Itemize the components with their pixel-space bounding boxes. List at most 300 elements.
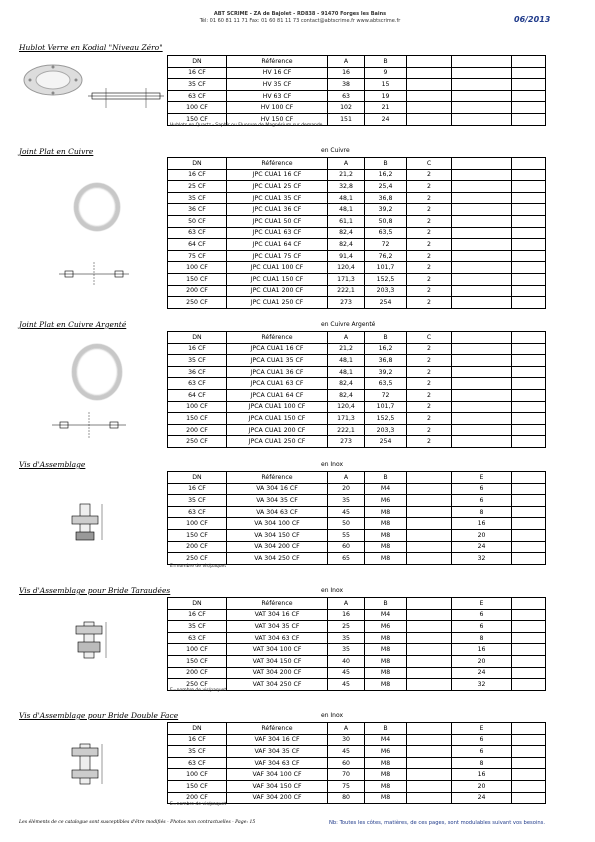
table-cell: JPC CUA1 36 CF — [227, 204, 328, 216]
table-cell — [452, 67, 512, 79]
table-cell: 72 — [365, 239, 407, 251]
table-cell: VAT 304 35 CF — [227, 621, 328, 633]
table-cell — [452, 113, 512, 125]
table-cell: 250 CF — [168, 679, 227, 691]
table-cell: 200 CF — [168, 541, 227, 553]
table-cell: JPCA CUA1 35 CF — [227, 355, 328, 367]
table-cell — [452, 215, 512, 227]
table-cell — [452, 79, 512, 91]
table-cell: 16 — [328, 609, 365, 621]
table-cell: 63,5 — [365, 378, 407, 390]
table-cell: JPC CUA1 200 CF — [227, 285, 328, 297]
table-cell — [407, 102, 452, 114]
table-cell — [512, 378, 546, 390]
column-header: E — [452, 472, 512, 484]
table-cell — [512, 621, 546, 633]
table-cell: 35 CF — [168, 79, 227, 91]
table-cell — [512, 297, 546, 309]
column-header — [512, 56, 546, 68]
table-cell: 2 — [407, 297, 452, 309]
table-row — [168, 609, 546, 621]
table-cell — [512, 355, 546, 367]
table-cell — [407, 679, 452, 691]
table-cell: 25,4 — [365, 181, 407, 193]
column-header: B — [365, 158, 407, 170]
table-cell — [512, 285, 546, 297]
table-cell: 60 — [328, 757, 365, 769]
table-cell — [512, 655, 546, 667]
table-cell: 24 — [452, 541, 512, 553]
table-cell: 63 CF — [168, 632, 227, 644]
table-cell: 76,2 — [365, 250, 407, 262]
material-vis-double-face: en Inox — [321, 712, 344, 719]
table-cell: 2 — [407, 227, 452, 239]
table-cell: 2 — [407, 355, 452, 367]
table-cell: 152,5 — [365, 413, 407, 425]
table-cell: 35 CF — [168, 192, 227, 204]
table-cell: 39,2 — [365, 204, 407, 216]
table-row — [168, 553, 546, 565]
column-header: DN — [168, 472, 227, 484]
table-cell: 254 — [365, 436, 407, 448]
table-cell: 250 CF — [168, 436, 227, 448]
table-cell: 16 CF — [168, 483, 227, 495]
table-cell: 21,2 — [328, 169, 365, 181]
footer-note: Nb: Toutes les côtes, matières, de ces pages, sont modulables suivant vos besoins. — [329, 820, 545, 826]
table-cell: 222,1 — [328, 285, 365, 297]
table-cell: M8 — [365, 757, 407, 769]
table-cell — [452, 343, 512, 355]
table-cell — [407, 746, 452, 758]
table-cell: HV 63 CF — [227, 90, 328, 102]
table-row — [168, 436, 546, 448]
table-cell: VAF 304 100 CF — [227, 769, 328, 781]
table-cell — [452, 355, 512, 367]
table-cell: 200 CF — [168, 667, 227, 679]
column-header: A — [328, 598, 365, 610]
table-cell: 2 — [407, 239, 452, 251]
table-cell: 36 CF — [168, 366, 227, 378]
table-header-row — [168, 56, 546, 68]
table-cell — [512, 506, 546, 518]
table-cell: 50 CF — [168, 215, 227, 227]
company-address: ABT SCRIME - ZA de Bajolet - RD838 - 91470 Forges les Bains — [213, 11, 387, 17]
section-title-joint-argente: Joint Plat en Cuivre Argenté — [19, 320, 127, 329]
gasket-drawing — [55, 260, 133, 288]
table-cell: VA 304 100 CF — [227, 518, 328, 530]
table-cell: 2 — [407, 192, 452, 204]
table-header-row — [168, 598, 546, 610]
table-cell: JPC CUA1 25 CF — [227, 181, 328, 193]
table-cell: 63 — [328, 90, 365, 102]
material-joint-argente: en Cuivre Argenté — [321, 321, 376, 328]
table-row — [168, 632, 546, 644]
table-cell — [512, 239, 546, 251]
table-cell — [512, 746, 546, 758]
table-cell: 6 — [452, 483, 512, 495]
table-cell: 2 — [407, 413, 452, 425]
joint-argente-table — [167, 331, 546, 448]
column-header — [452, 56, 512, 68]
table-cell: 63 CF — [168, 90, 227, 102]
table-cell — [512, 181, 546, 193]
table-cell: 75 — [328, 780, 365, 792]
hublot-note: Hublots en Quartz - Saphir ou Fluorure de Magnésium sur demande — [170, 123, 323, 128]
table-cell: 35 CF — [168, 495, 227, 507]
table-cell: 35 CF — [168, 355, 227, 367]
table-cell: 91,4 — [328, 250, 365, 262]
table-cell — [452, 169, 512, 181]
table-cell: JPCA CUA1 150 CF — [227, 413, 328, 425]
column-header: B — [365, 332, 407, 344]
table-row — [168, 297, 546, 309]
table-cell: 200 CF — [168, 424, 227, 436]
table-cell: 63,5 — [365, 227, 407, 239]
table-cell — [512, 780, 546, 792]
table-cell: JPC CUA1 50 CF — [227, 215, 328, 227]
table-row — [168, 621, 546, 633]
table-cell — [407, 632, 452, 644]
table-row — [168, 262, 546, 274]
table-cell: M8 — [365, 541, 407, 553]
table-cell: 45 — [328, 679, 365, 691]
table-cell: 6 — [452, 746, 512, 758]
table-cell — [512, 169, 546, 181]
column-header: A — [328, 158, 365, 170]
table-header-row — [168, 723, 546, 735]
table-cell — [407, 769, 452, 781]
table-cell: 100 CF — [168, 102, 227, 114]
vis-taraudees-note: E=nombre de vis/paquet — [170, 688, 227, 693]
table-cell: 101,7 — [365, 401, 407, 413]
column-header: C — [407, 158, 452, 170]
table-cell: M8 — [365, 632, 407, 644]
table-cell — [512, 436, 546, 448]
table-cell — [512, 192, 546, 204]
table-cell: 100 CF — [168, 401, 227, 413]
table-cell — [512, 273, 546, 285]
table-cell: 80 — [328, 792, 365, 804]
table-cell: 63 CF — [168, 378, 227, 390]
table-cell — [512, 215, 546, 227]
section-title-vis: Vis d'Assemblage — [19, 460, 86, 469]
table-row — [168, 79, 546, 91]
table-cell: JPC CUA1 35 CF — [227, 192, 328, 204]
table-cell: 200 CF — [168, 792, 227, 804]
table-row — [168, 746, 546, 758]
table-cell: 63 CF — [168, 227, 227, 239]
table-cell: VAF 304 63 CF — [227, 757, 328, 769]
table-cell: 36 CF — [168, 204, 227, 216]
table-row — [168, 518, 546, 530]
table-cell — [407, 655, 452, 667]
section-title-vis-double-face: Vis d'Assemblage pour Bride Double Face — [19, 711, 179, 720]
table-cell: 70 — [328, 769, 365, 781]
table-cell — [407, 529, 452, 541]
table-cell: 16 CF — [168, 734, 227, 746]
table-cell: 150 CF — [168, 413, 227, 425]
table-cell — [512, 113, 546, 125]
table-cell: 24 — [452, 667, 512, 679]
table-row — [168, 355, 546, 367]
table-cell: VAT 304 150 CF — [227, 655, 328, 667]
table-cell — [407, 609, 452, 621]
table-cell: 16 CF — [168, 343, 227, 355]
table-cell: JPC CUA1 64 CF — [227, 239, 328, 251]
table-cell: 35 CF — [168, 621, 227, 633]
table-cell: VAT 304 250 CF — [227, 679, 328, 691]
table-cell: 101,7 — [365, 262, 407, 274]
table-cell: VAT 304 63 CF — [227, 632, 328, 644]
table-cell — [512, 90, 546, 102]
table-cell: 38 — [328, 79, 365, 91]
table-cell — [407, 644, 452, 656]
material-joint-cuivre: en Cuivre — [321, 147, 350, 154]
table-cell: 6 — [452, 621, 512, 633]
table-cell: 50,8 — [365, 215, 407, 227]
table-cell: 9 — [365, 67, 407, 79]
table-cell: VA 304 250 CF — [227, 553, 328, 565]
table-cell: 2 — [407, 181, 452, 193]
column-header: E — [452, 598, 512, 610]
table-cell: JPCA CUA1 64 CF — [227, 389, 328, 401]
table-cell: JPCA CUA1 63 CF — [227, 378, 328, 390]
table-cell: 120,4 — [328, 401, 365, 413]
column-header: A — [328, 723, 365, 735]
table-cell: JPC CUA1 75 CF — [227, 250, 328, 262]
table-cell — [452, 273, 512, 285]
table-cell: 2 — [407, 273, 452, 285]
table-cell: 2 — [407, 436, 452, 448]
table-row — [168, 483, 546, 495]
table-cell — [407, 780, 452, 792]
table-cell: 2 — [407, 424, 452, 436]
table-cell: 82,4 — [328, 378, 365, 390]
table-cell: JPC CUA1 63 CF — [227, 227, 328, 239]
table-cell — [452, 204, 512, 216]
column-header — [512, 723, 546, 735]
table-cell: VAF 304 150 CF — [227, 780, 328, 792]
table-cell: VAT 304 200 CF — [227, 667, 328, 679]
column-header: B — [365, 56, 407, 68]
table-cell: 16 — [452, 769, 512, 781]
silver-gasket-drawing — [48, 410, 130, 440]
table-cell: 20 — [452, 655, 512, 667]
table-row — [168, 90, 546, 102]
table-cell: M8 — [365, 667, 407, 679]
table-cell — [452, 389, 512, 401]
table-cell: VAT 304 100 CF — [227, 644, 328, 656]
table-cell: 2 — [407, 250, 452, 262]
table-cell: JPC CUA1 250 CF — [227, 297, 328, 309]
table-cell — [512, 518, 546, 530]
table-cell: 273 — [328, 436, 365, 448]
table-cell: 65 — [328, 553, 365, 565]
table-cell: 48,1 — [328, 355, 365, 367]
hublot-photo — [22, 58, 84, 102]
table-cell — [452, 181, 512, 193]
table-cell — [512, 343, 546, 355]
table-cell — [512, 679, 546, 691]
table-cell: 171,3 — [328, 413, 365, 425]
table-cell — [452, 378, 512, 390]
table-cell — [452, 239, 512, 251]
table-cell: 30 — [328, 734, 365, 746]
column-header: Référence — [227, 332, 328, 344]
table-cell: 20 — [328, 483, 365, 495]
bolt-drawing — [62, 500, 122, 546]
table-cell: M8 — [365, 679, 407, 691]
table-cell: 2 — [407, 285, 452, 297]
table-cell: M8 — [365, 506, 407, 518]
table-cell: 45 — [328, 506, 365, 518]
table-cell: M8 — [365, 769, 407, 781]
table-cell — [512, 401, 546, 413]
table-cell — [512, 250, 546, 262]
table-cell: VA 304 200 CF — [227, 541, 328, 553]
table-row — [168, 757, 546, 769]
table-cell: 150 CF — [168, 655, 227, 667]
vis-taraudees-table — [167, 597, 546, 691]
table-cell: JPCA CUA1 200 CF — [227, 424, 328, 436]
table-row — [168, 250, 546, 262]
table-cell — [452, 401, 512, 413]
column-header: DN — [168, 723, 227, 735]
column-header — [407, 472, 452, 484]
table-cell: 45 — [328, 746, 365, 758]
table-row — [168, 227, 546, 239]
table-cell: JPC CUA1 100 CF — [227, 262, 328, 274]
table-cell — [512, 769, 546, 781]
table-cell — [512, 67, 546, 79]
column-header: Référence — [227, 56, 328, 68]
table-cell: 100 CF — [168, 518, 227, 530]
table-cell: 61,1 — [328, 215, 365, 227]
table-cell: 24 — [365, 113, 407, 125]
table-cell — [512, 529, 546, 541]
table-row — [168, 644, 546, 656]
table-cell: 20 — [452, 529, 512, 541]
table-cell: JPC CUA1 16 CF — [227, 169, 328, 181]
table-cell: 250 CF — [168, 297, 227, 309]
table-cell — [512, 541, 546, 553]
joint-cuivre-table — [167, 157, 546, 309]
table-cell: 32 — [452, 553, 512, 565]
table-cell: HV 150 CF — [227, 113, 328, 125]
table-cell: M6 — [365, 495, 407, 507]
table-row — [168, 192, 546, 204]
table-cell: 63 CF — [168, 506, 227, 518]
table-cell: 36,8 — [365, 355, 407, 367]
column-header — [512, 472, 546, 484]
table-cell: 150 CF — [168, 273, 227, 285]
column-header: DN — [168, 56, 227, 68]
page-header — [150, 11, 450, 25]
table-cell: M8 — [365, 518, 407, 530]
table-row — [168, 401, 546, 413]
column-header — [512, 332, 546, 344]
table-cell: 2 — [407, 343, 452, 355]
vis-note: E=nombre de vis/paquet — [170, 564, 227, 569]
catalog-date: 06/2013 — [514, 15, 551, 24]
table-cell — [512, 632, 546, 644]
table-cell — [452, 192, 512, 204]
table-cell: 16 — [328, 67, 365, 79]
table-cell: 82,4 — [328, 389, 365, 401]
table-row — [168, 343, 546, 355]
table-row — [168, 181, 546, 193]
table-cell: M8 — [365, 529, 407, 541]
table-cell — [512, 553, 546, 565]
silver-gasket-photo — [72, 344, 122, 400]
table-cell — [512, 262, 546, 274]
table-cell — [512, 757, 546, 769]
table-header-row — [168, 158, 546, 170]
table-cell: 40 — [328, 655, 365, 667]
table-row — [168, 204, 546, 216]
table-cell: 16 — [452, 644, 512, 656]
table-cell — [452, 285, 512, 297]
table-cell — [407, 90, 452, 102]
table-cell: 250 CF — [168, 553, 227, 565]
column-header: DN — [168, 598, 227, 610]
table-cell: 20 — [452, 780, 512, 792]
table-cell: 63 CF — [168, 757, 227, 769]
table-cell: 2 — [407, 204, 452, 216]
table-cell — [407, 792, 452, 804]
table-cell: 35 — [328, 632, 365, 644]
table-cell: 16,2 — [365, 169, 407, 181]
table-cell: M4 — [365, 609, 407, 621]
table-cell: 100 CF — [168, 644, 227, 656]
table-cell: HV 100 CF — [227, 102, 328, 114]
table-row — [168, 541, 546, 553]
company-contact: Tél: 01 60 81 11 71 Fax: 01 60 81 11 73 contact@abtscrime.fr www.abtscrime.fr — [199, 18, 401, 24]
table-cell: 2 — [407, 169, 452, 181]
column-header: B — [365, 598, 407, 610]
table-cell — [512, 609, 546, 621]
table-cell: 45 — [328, 667, 365, 679]
column-header: C — [407, 332, 452, 344]
table-cell: 2 — [407, 389, 452, 401]
table-cell: 48,1 — [328, 192, 365, 204]
column-header: B — [365, 723, 407, 735]
table-row — [168, 424, 546, 436]
table-cell: VAF 304 16 CF — [227, 734, 328, 746]
vis-double-face-table — [167, 722, 546, 804]
table-cell — [512, 366, 546, 378]
table-cell — [407, 518, 452, 530]
table-cell — [512, 102, 546, 114]
table-cell: 21 — [365, 102, 407, 114]
table-cell: 24 — [452, 792, 512, 804]
table-cell — [407, 483, 452, 495]
table-cell: 35 CF — [168, 746, 227, 758]
table-cell: 35 — [328, 644, 365, 656]
table-cell: 222,1 — [328, 424, 365, 436]
table-row — [168, 769, 546, 781]
table-cell — [407, 621, 452, 633]
column-header: Référence — [227, 598, 328, 610]
table-cell: M8 — [365, 780, 407, 792]
table-cell: M4 — [365, 483, 407, 495]
table-cell: 273 — [328, 297, 365, 309]
table-cell — [512, 389, 546, 401]
table-cell: VAF 304 200 CF — [227, 792, 328, 804]
table-cell — [452, 250, 512, 262]
column-header — [452, 158, 512, 170]
table-cell: 60 — [328, 541, 365, 553]
